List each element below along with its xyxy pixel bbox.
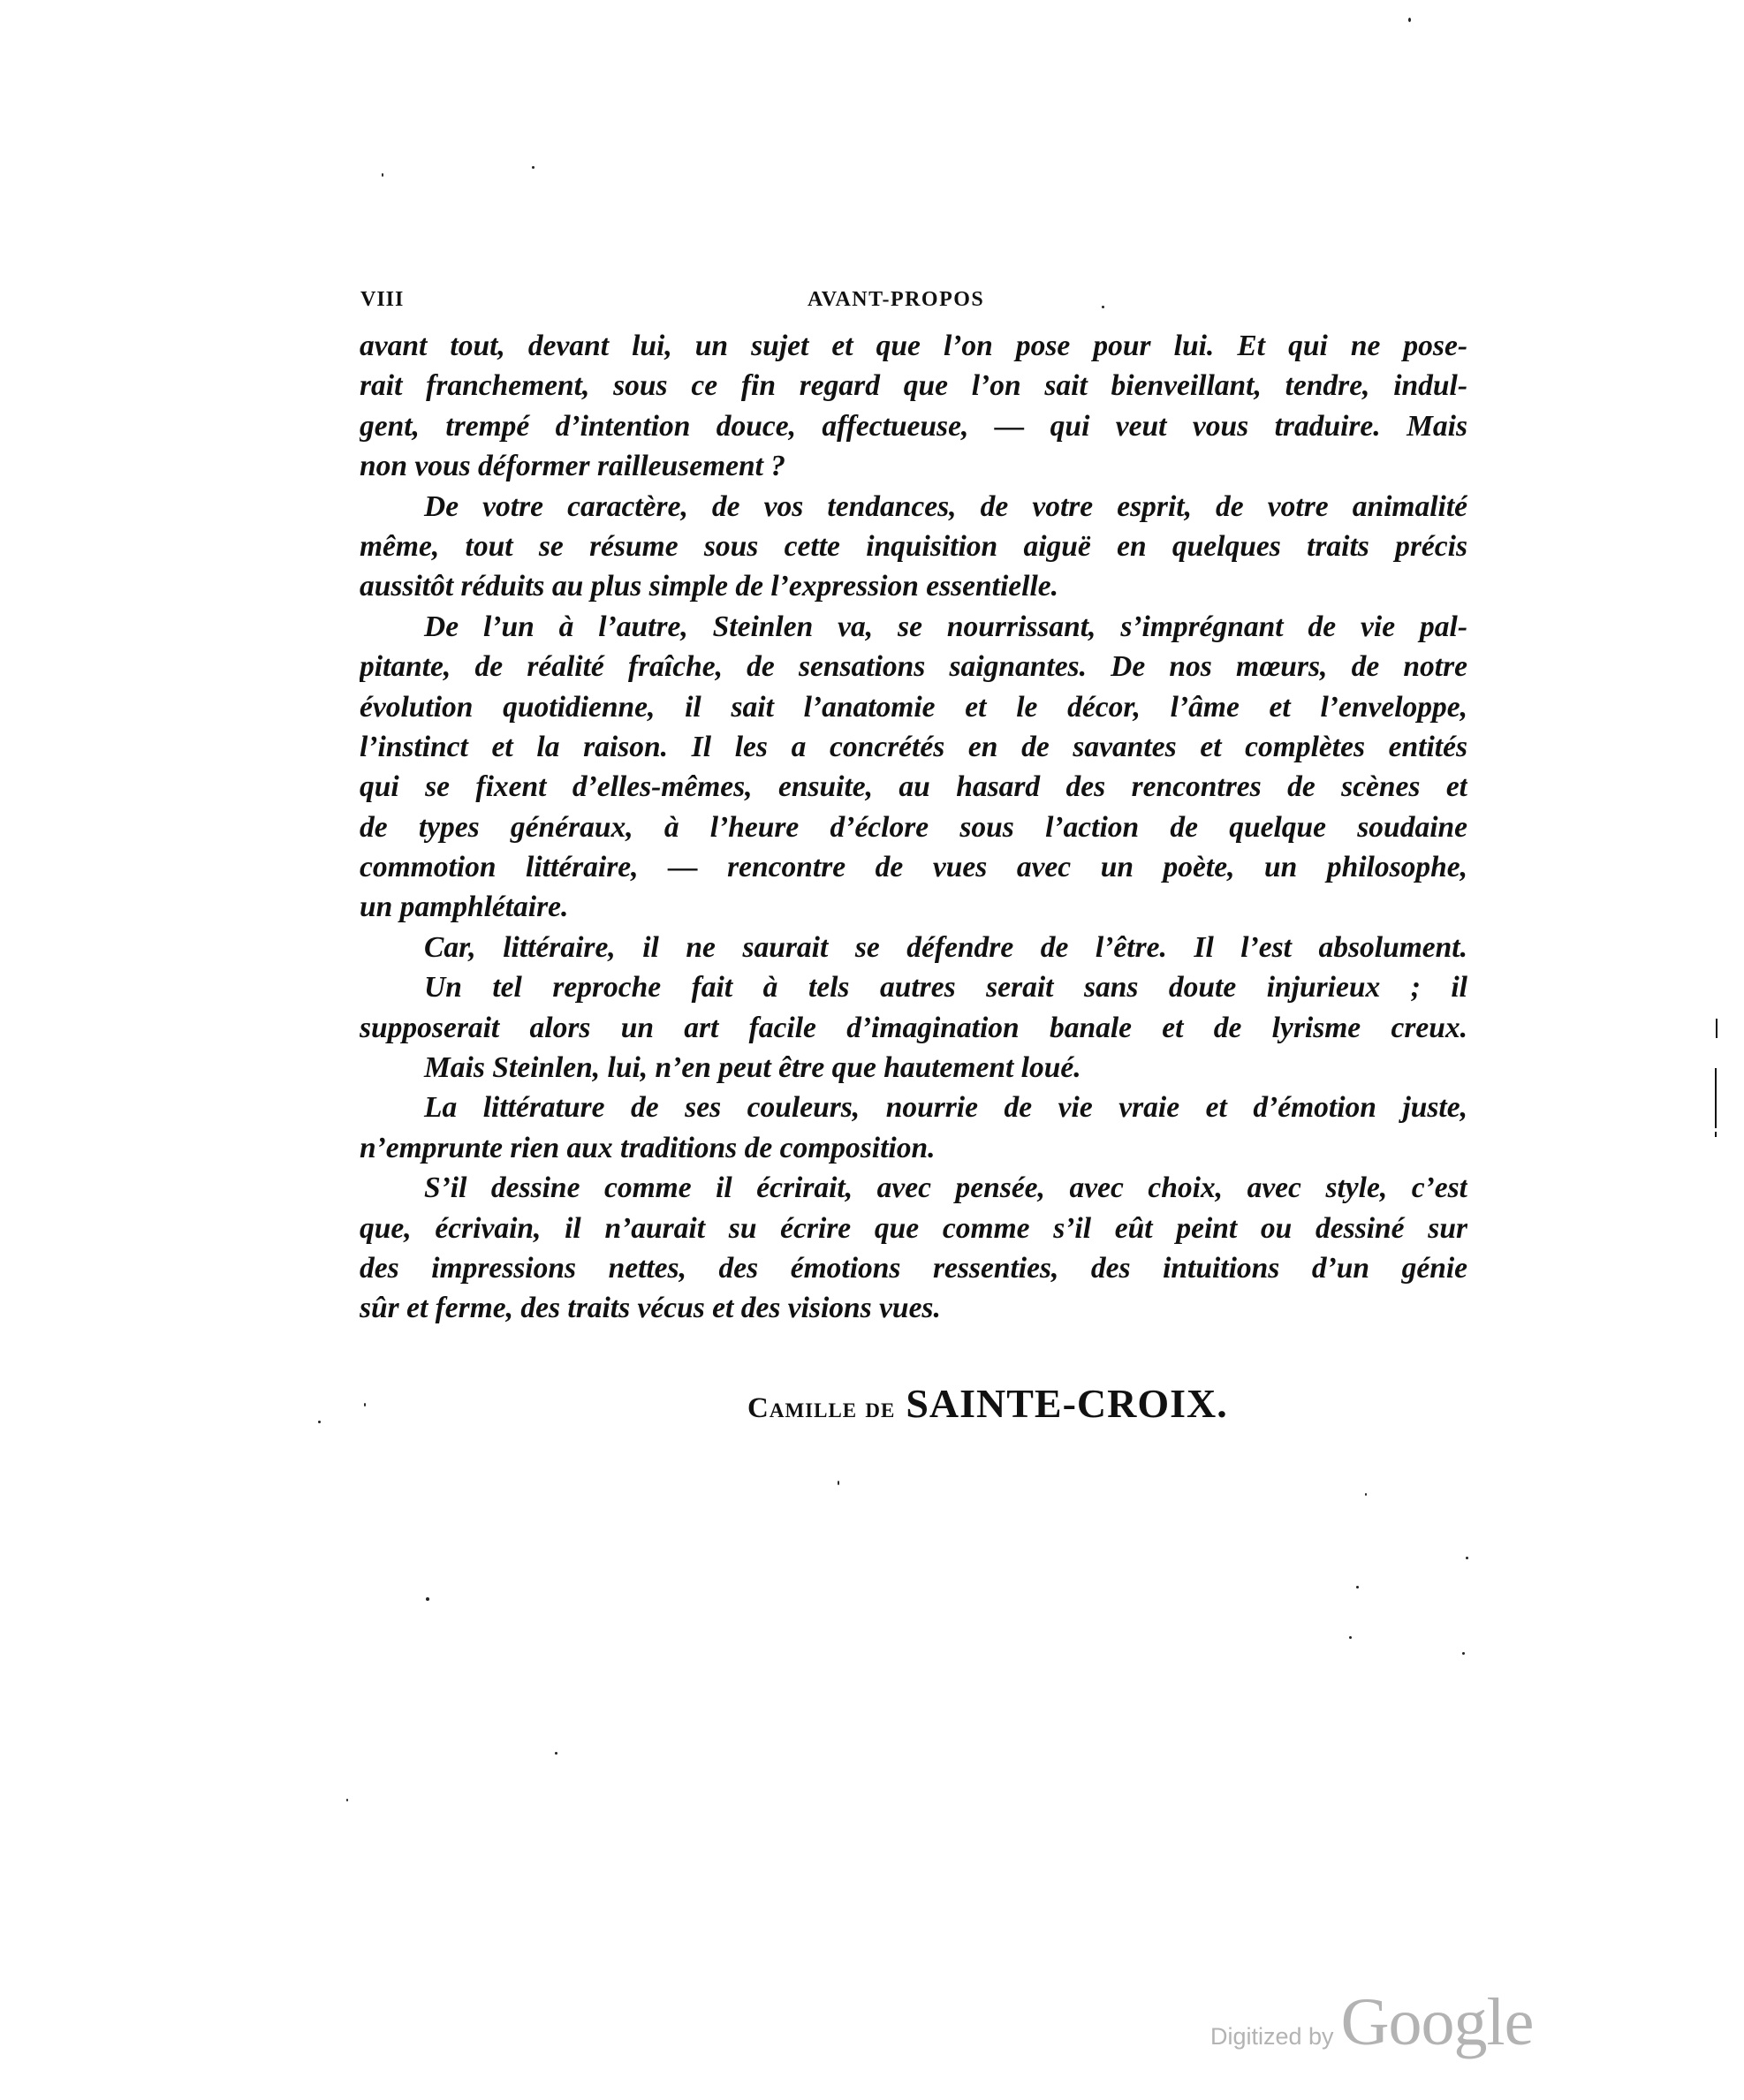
text-line: que, écrivain, il n’aurait su écrire que comme s’il eût peint ou dessiné sur bbox=[360, 1211, 1467, 1245]
scan-line-artifact bbox=[1715, 1132, 1717, 1137]
scan-speck bbox=[1349, 1636, 1352, 1639]
text-line: La littérature de ses couleurs, nourrie de vie vraie et d’émotion juste, bbox=[424, 1091, 1467, 1125]
scan-speck bbox=[838, 1481, 839, 1485]
watermark-prefix: Digitized by bbox=[1210, 2023, 1334, 2050]
text-line: des impressions nettes, des émotions ressenties, des intuitions d’un génie bbox=[360, 1251, 1467, 1285]
scan-speck bbox=[1408, 18, 1411, 22]
text-line: sûr et ferme, des traits vécus et des visions vues. bbox=[360, 1292, 941, 1325]
scan-speck bbox=[346, 1799, 348, 1801]
text-line: évolution quotidienne, il sait l’anatomie et le décor, l’âme et l’enveloppe, bbox=[360, 690, 1467, 724]
digitized-by-google-watermark bbox=[1210, 1984, 1533, 2061]
page-number: VIII bbox=[360, 288, 405, 311]
text-line: non vous déformer railleusement ? bbox=[360, 450, 786, 483]
scan-speck bbox=[1466, 1557, 1468, 1559]
text-line: n’emprunte rien aux traditions de composition. bbox=[360, 1131, 936, 1164]
text-line: gent, trempé d’intention douce, affectueuse, — qui veut vous traduire. Mais bbox=[360, 409, 1467, 443]
author-signature bbox=[747, 1380, 1228, 1427]
text-line: De votre caractère, de vos tendances, de votre esprit, de votre animalité bbox=[424, 489, 1467, 523]
text-line: de types généraux, à l’heure d’éclore sous l’action de quelque soudaine bbox=[360, 810, 1467, 844]
running-title: AVANT-PROPOS bbox=[808, 288, 985, 311]
text-line: S’il dessine comme il écrirait, avec pensée, avec choix, avec style, c’est bbox=[424, 1171, 1467, 1205]
scan-speck bbox=[1102, 306, 1104, 308]
scan-speck bbox=[1462, 1652, 1465, 1655]
text-line: Un tel reproche fait à tels autres serait sans doute injurieux ; il bbox=[424, 971, 1467, 1005]
google-logo: Google bbox=[1340, 1985, 1534, 2059]
scan-speck bbox=[364, 1403, 366, 1406]
scan-speck bbox=[426, 1597, 429, 1601]
text-line: même, tout se résume sous cette inquisition aiguë en quelques traits précis bbox=[360, 529, 1467, 563]
scan-speck bbox=[382, 173, 383, 177]
scan-line-artifact bbox=[1716, 1019, 1717, 1038]
text-line: l’instinct et la raison. Il les a concrétés en de savantes et complètes entités bbox=[360, 730, 1467, 763]
signature-first-name: Camille de bbox=[747, 1392, 896, 1424]
text-line: avant tout, devant lui, un sujet et que l’on pose pour lui. Et qui ne pose- bbox=[360, 330, 1467, 362]
signature-surname: SAINTE-CROIX. bbox=[906, 1381, 1228, 1426]
text-line: De l’un à l’autre, Steinlen va, se nourrissant, s’imprégnant de vie pal- bbox=[424, 610, 1467, 643]
text-line: un pamphlétaire. bbox=[360, 891, 569, 924]
text-line: Car, littéraire, il ne saurait se défendre de l’être. Il l’est absolument. bbox=[424, 930, 1467, 964]
text-line: supposerait alors un art facile d’imagination banale et de lyrisme creux. bbox=[360, 1011, 1467, 1044]
text-line: pitante, de réalité fraîche, de sensations saignantes. De nos mœurs, de notre bbox=[360, 650, 1467, 684]
running-head bbox=[360, 288, 1467, 318]
text-line: Mais Steinlen, lui, n’en peut être que hautement loué. bbox=[424, 1051, 1081, 1085]
scan-speck bbox=[318, 1421, 321, 1423]
scan-speck bbox=[532, 166, 535, 169]
body-text bbox=[360, 326, 1467, 1329]
text-line: commotion littéraire, — rencontre de vues avec un poète, un philosophe, bbox=[360, 851, 1467, 884]
text-line: aussitôt réduits au plus simple de l’expression essentielle. bbox=[360, 570, 1059, 603]
scan-speck bbox=[1365, 1493, 1367, 1496]
text-line: rait franchement, sous ce fin regard que l’on sait bienveillant, tendre, indul- bbox=[360, 369, 1467, 403]
scan-line-artifact bbox=[1715, 1068, 1717, 1128]
text-line: qui se fixent d’elles-mêmes, ensuite, au hasard des rencontres de scènes et bbox=[360, 770, 1467, 804]
scan-speck bbox=[555, 1752, 557, 1755]
scan-speck bbox=[1356, 1586, 1359, 1588]
